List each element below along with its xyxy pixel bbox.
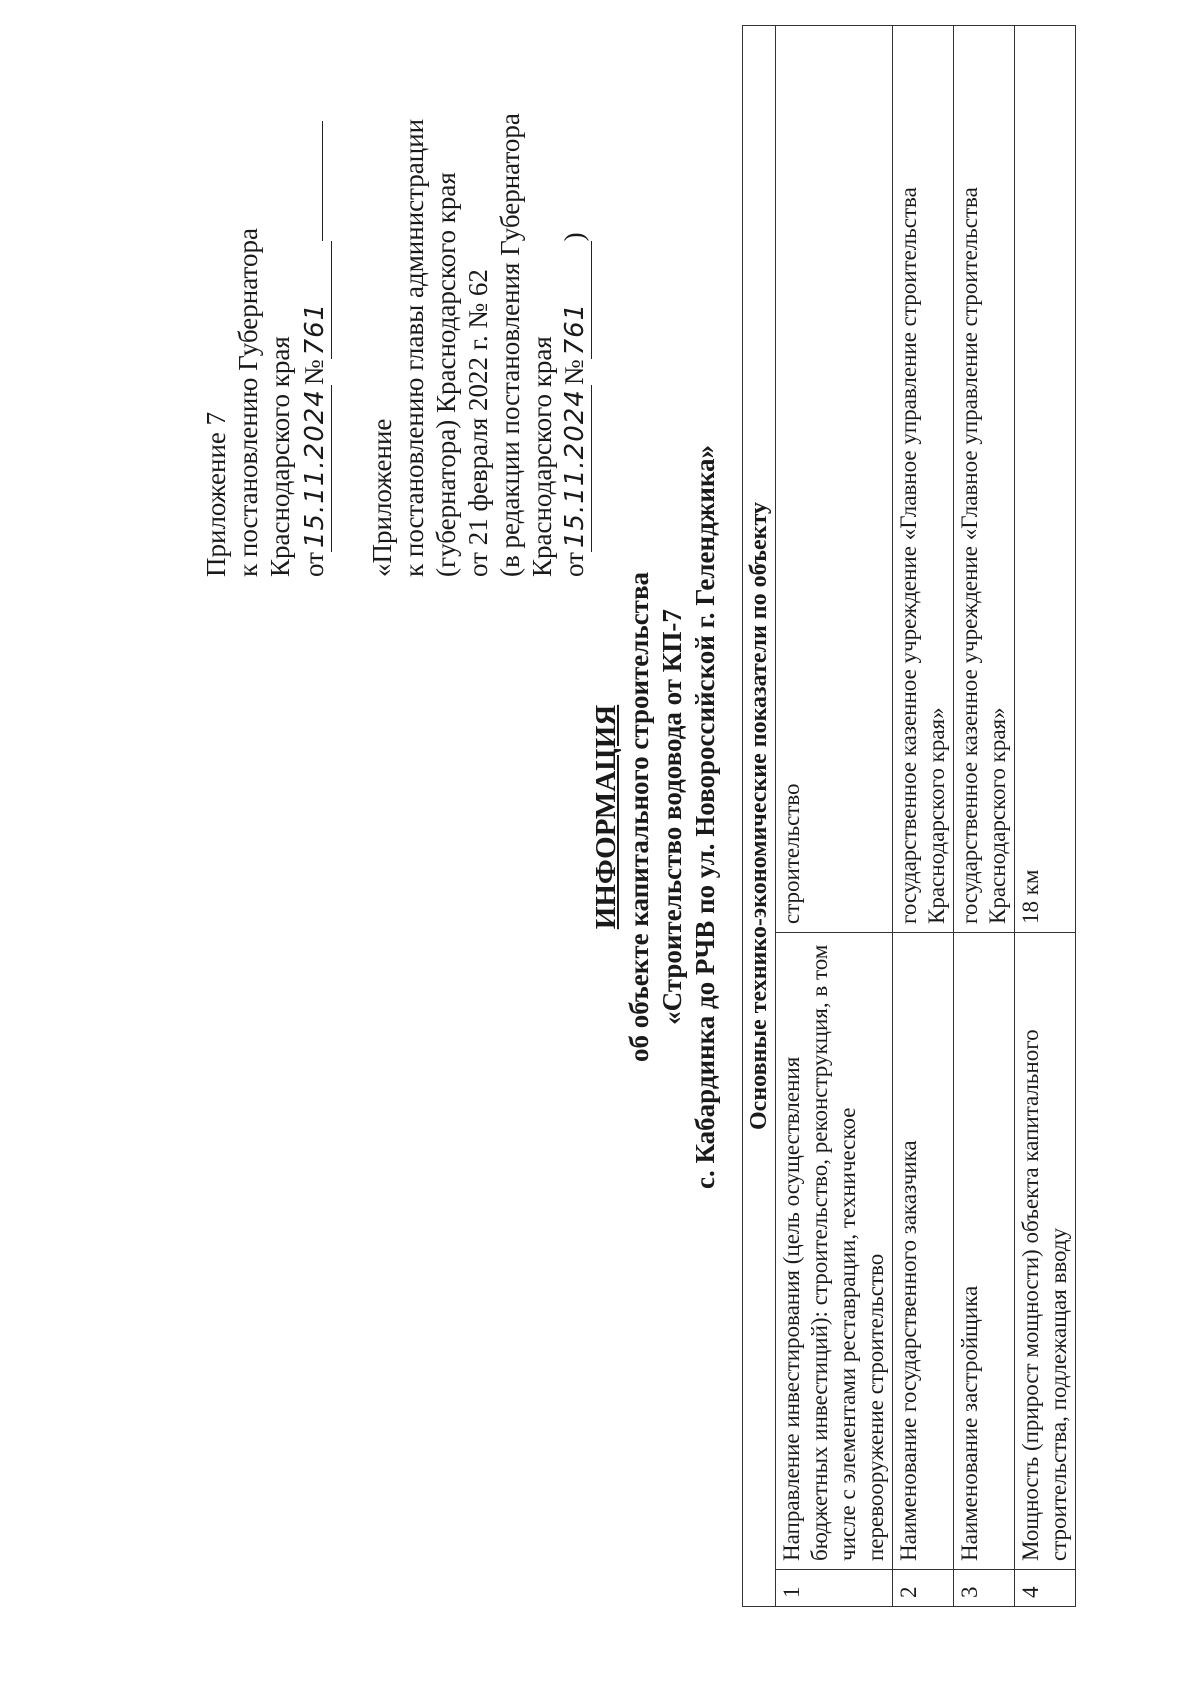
table-row — [776, 26, 893, 1607]
row-value: государственное казенное учреждение «Главное управление строительства Краснодарского края» — [893, 26, 954, 933]
date-prefix: от — [559, 552, 589, 577]
table-row — [893, 26, 954, 1607]
appendix-date-line — [296, 17, 332, 577]
appendix-reference: к постановлению Губернатора — [233, 228, 263, 577]
number-prefix: № — [299, 359, 329, 386]
table-row — [1015, 26, 1076, 1607]
row-label: Наименование застройщика — [954, 933, 1015, 1570]
row-value: государственное казенное учреждение «Главное управление строительства Краснодарского края» — [954, 26, 1015, 933]
handwritten-date: 15.11.2024 — [299, 385, 332, 552]
indicators-table — [742, 25, 1076, 1607]
document-title-block — [590, 417, 722, 1217]
table-header-row — [743, 26, 776, 1607]
prior-appendix-reference: к постановлению главы администрации — [399, 118, 429, 577]
row-number: 2 — [893, 1570, 954, 1607]
document-subtitle: об объекте капитального строительства — [624, 571, 654, 1063]
row-value: 18 км — [1015, 26, 1076, 933]
row-number: 4 — [1015, 1570, 1076, 1607]
prior-appendix-region: Краснодарского края — [527, 336, 557, 577]
prior-appendix-edition: (в редакции постановления Губернатора — [495, 113, 525, 577]
appendix-region: Краснодарского края — [265, 336, 295, 577]
row-label: Мощность (прирост мощности) объекта капитального строительства, подлежащая вводу — [1015, 933, 1076, 1570]
prior-appendix-date-line — [558, 17, 592, 577]
appendix-block — [200, 17, 592, 577]
prior-appendix-authority: (губернатора) Краснодарского края — [431, 172, 461, 577]
closing-parenthesis: ) — [559, 232, 589, 242]
row-number: 3 — [954, 1570, 1015, 1607]
blank-underline — [296, 121, 323, 241]
row-label: Направление инвестирования (цель осуществления бюджетных инвестиций): строительство, реконструкция, в том числе с элементами реставрации, техническое перевооружение строительство — [776, 933, 893, 1570]
row-label: Наименование государственного заказчика — [893, 933, 954, 1570]
handwritten-number: 761 — [559, 241, 592, 359]
prior-appendix-title: «Приложение — [367, 418, 397, 577]
table-row — [954, 26, 1015, 1607]
handwritten-number: 761 — [299, 241, 332, 359]
document-title: ИНФОРМАЦИЯ — [590, 704, 622, 930]
object-name-line2: с. Кабардинка до РЧВ по ул. Новороссийской г. Геленджика» — [690, 444, 720, 1190]
row-value: строительство — [776, 26, 893, 933]
object-name-line1: «Строительство водовода от КП-7 — [657, 609, 687, 1025]
table-header: Основные технико-экономические показатели по объекту — [743, 26, 776, 1607]
date-prefix: от — [299, 552, 329, 577]
prior-appendix-date: от 21 февраля 2022 г. № 62 — [463, 269, 493, 577]
handwritten-date: 15.11.2024 — [559, 385, 592, 552]
row-number: 1 — [776, 1570, 893, 1607]
appendix-title: Приложение 7 — [201, 411, 231, 577]
number-prefix: № — [559, 359, 589, 386]
